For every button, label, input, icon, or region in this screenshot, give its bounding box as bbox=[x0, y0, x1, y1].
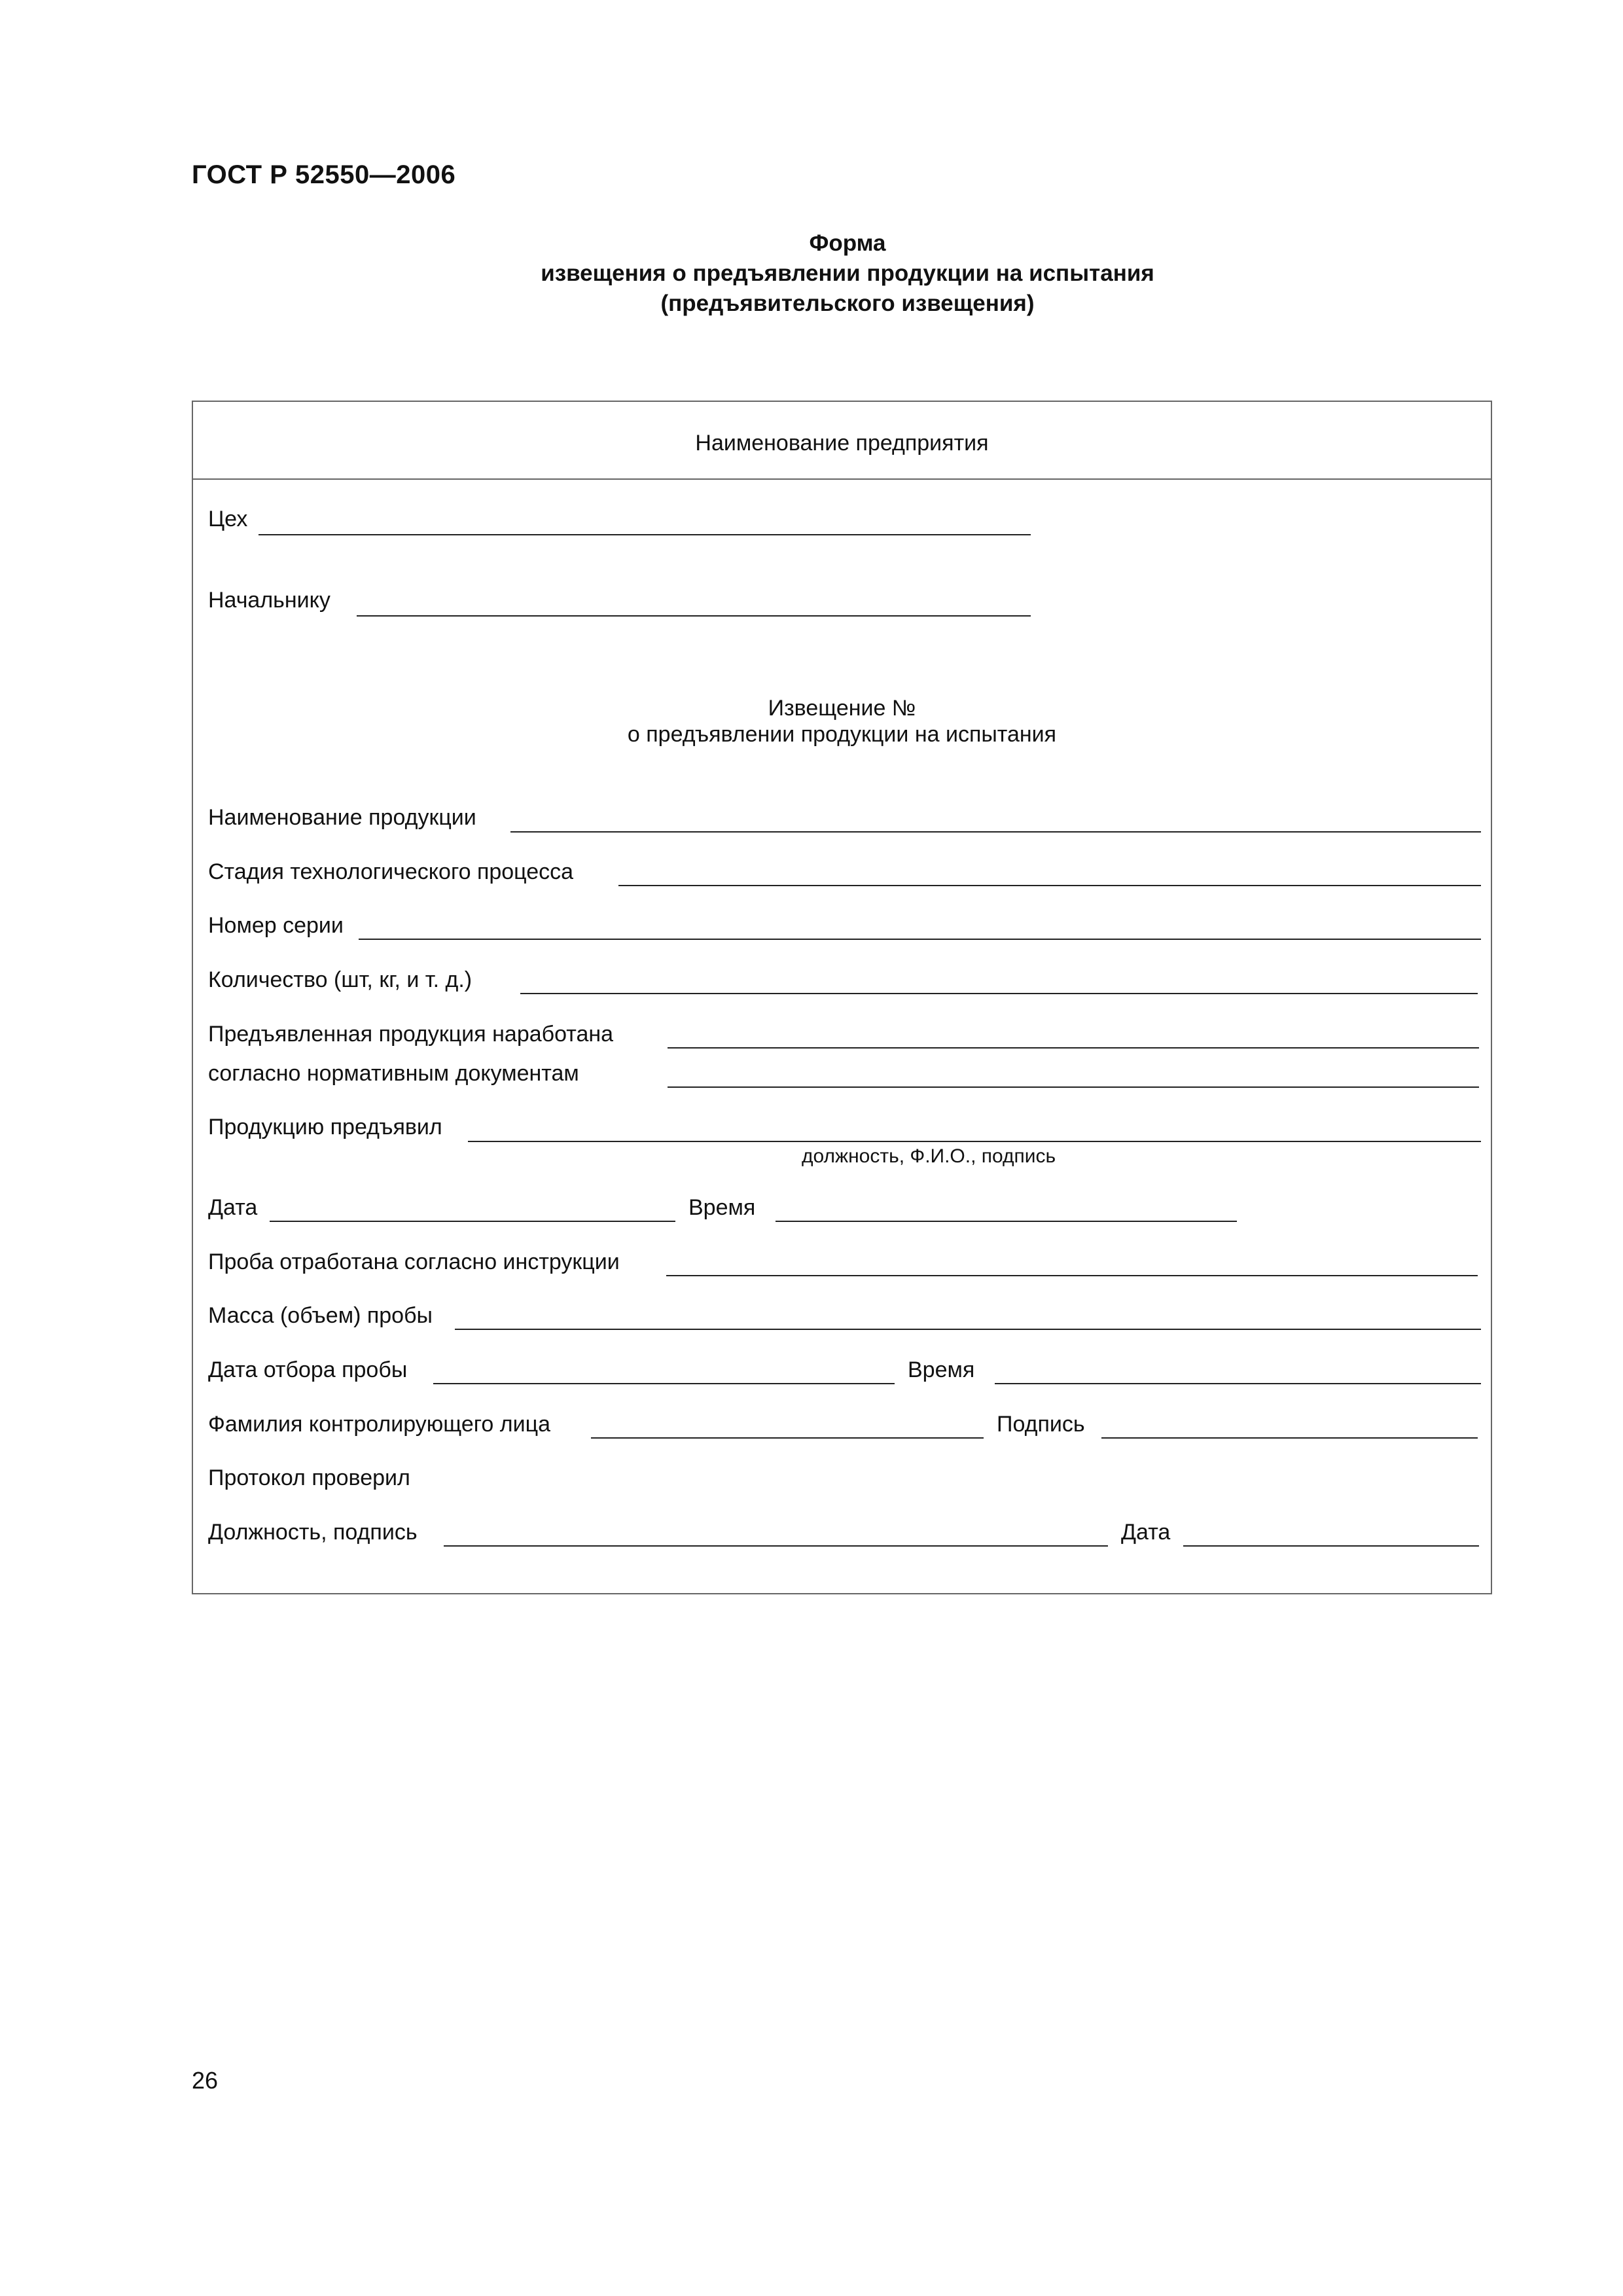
notice-subtitle: о предъявлении продукции на испытания bbox=[627, 722, 1057, 747]
position-signature-label: Должность, подпись bbox=[208, 1520, 418, 1545]
quantity-field[interactable] bbox=[520, 993, 1478, 994]
workshop-label: Цех bbox=[208, 507, 248, 531]
signature-field[interactable] bbox=[1101, 1437, 1478, 1439]
series-number-field[interactable] bbox=[359, 939, 1481, 940]
document-code: ГОСТ Р 52550—2006 bbox=[192, 160, 456, 189]
time-field[interactable] bbox=[776, 1221, 1237, 1222]
sample-processed-label: Проба отработана согласно инструкции bbox=[208, 1249, 620, 1274]
sample-processed-field[interactable] bbox=[666, 1275, 1478, 1276]
process-stage-field[interactable] bbox=[618, 885, 1481, 886]
produced-label: Предъявленная продукция наработана bbox=[208, 1022, 614, 1047]
according-docs-label: согласно нормативным документам bbox=[208, 1061, 579, 1086]
form-header-divider bbox=[192, 478, 1492, 480]
form-title-line-2: извещения о предъявлении продукции на испытания bbox=[541, 260, 1154, 286]
inspector-name-label: Фамилия контролирующего лица bbox=[208, 1412, 550, 1437]
final-date-label: Дата bbox=[1121, 1520, 1171, 1545]
form-title-line-3: (предъявительского извещения) bbox=[660, 291, 1035, 316]
enterprise-name: Наименование предприятия bbox=[695, 431, 989, 456]
protocol-checked-label: Протокол проверил bbox=[208, 1465, 410, 1490]
series-number-label: Номер серии bbox=[208, 913, 344, 938]
presented-by-field[interactable] bbox=[468, 1141, 1481, 1142]
process-stage-label: Стадия технологического процесса bbox=[208, 859, 574, 884]
inspector-name-field[interactable] bbox=[591, 1437, 984, 1439]
final-date-field[interactable] bbox=[1183, 1545, 1479, 1547]
sampling-date-label: Дата отбора пробы bbox=[208, 1357, 408, 1382]
date-field[interactable] bbox=[270, 1221, 675, 1222]
form-title-line-1: Форма bbox=[809, 230, 886, 256]
signature-label: Подпись bbox=[997, 1412, 1085, 1437]
quantity-label: Количество (шт, кг, и т. д.) bbox=[208, 967, 473, 992]
product-name-label: Наименование продукции bbox=[208, 805, 476, 830]
sample-mass-field[interactable] bbox=[455, 1329, 1481, 1330]
workshop-field[interactable] bbox=[259, 534, 1031, 535]
sampling-date-field[interactable] bbox=[433, 1383, 895, 1384]
sampling-time-label: Время bbox=[908, 1357, 975, 1382]
presented-by-caption: должность, Ф.И.О., подпись bbox=[802, 1145, 1056, 1167]
time-label: Время bbox=[688, 1195, 756, 1220]
sample-mass-label: Масса (объем) пробы bbox=[208, 1303, 433, 1328]
chief-field[interactable] bbox=[357, 615, 1031, 617]
sampling-time-field[interactable] bbox=[995, 1383, 1481, 1384]
position-signature-field[interactable] bbox=[444, 1545, 1108, 1547]
presented-by-label: Продукцию предъявил bbox=[208, 1115, 442, 1139]
page-number: 26 bbox=[192, 2067, 219, 2094]
chief-label: Начальнику bbox=[208, 588, 330, 613]
notice-title: Извещение № bbox=[768, 696, 916, 721]
according-docs-field[interactable] bbox=[668, 1086, 1479, 1088]
product-name-field[interactable] bbox=[510, 831, 1481, 833]
produced-field[interactable] bbox=[668, 1047, 1479, 1049]
date-label: Дата bbox=[208, 1195, 258, 1220]
